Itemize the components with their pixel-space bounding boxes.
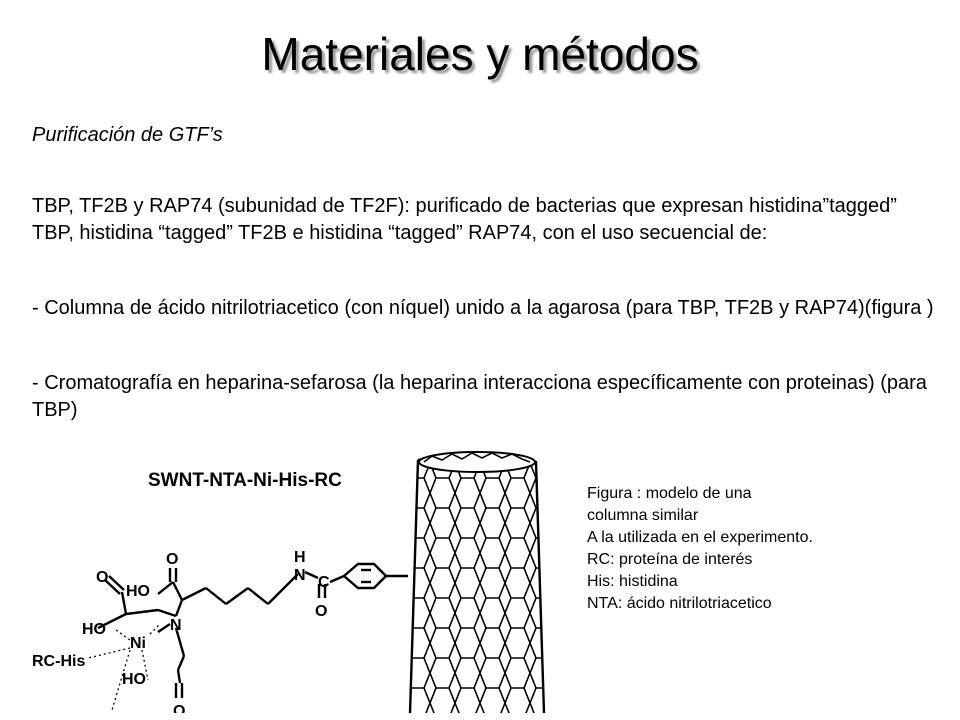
caption-line: RC: proteína de interés <box>587 551 753 568</box>
nanotube-drawing <box>408 448 548 713</box>
bullet-item-heparin: - Cromatografía en heparina-sefarosa (la heparina interacciona específicamente con proteinas) (para TBP) <box>32 372 927 421</box>
caption-line: NTA: ácido nitrilotriacetico <box>587 595 772 612</box>
caption-line: His: histidina <box>587 573 678 590</box>
figure-caption <box>587 483 947 615</box>
atom-o-top: O <box>166 551 179 568</box>
caption-line: columna similar <box>587 507 699 524</box>
figure-title-text: SWNT-NTA-Ni-His-RC <box>148 470 342 491</box>
atom-ho-mid: HO <box>82 621 106 638</box>
bullet-item-nta-column: - Columna de ácido nitrilotriacetico (con níquel) unido a la agarosa (para TBP, TF2B y RAP74)(figura ) <box>32 297 934 319</box>
intro-paragraph: TBP, TF2B y RAP74 (subunidad de TF2F): purificado de bacterias que expresan histidina”tagged” TBP, histidina “tagged” TF2B e histidina “tagged” RAP74, con el uso secuencial de: <box>32 195 897 244</box>
structure-drawing <box>30 448 550 713</box>
section-subtitle: Purificación de GTF’s <box>32 124 223 146</box>
atom-n-amide: N <box>294 567 306 584</box>
slide-title: Materiales y métodos <box>261 28 699 80</box>
caption-line: A la utilizada en el experimento. <box>587 529 813 546</box>
chemical-structure-figure <box>30 448 550 713</box>
caption-line: Figura : modelo de una <box>587 485 752 502</box>
atom-o-left: O <box>96 569 109 586</box>
label-rc-his: RC-His <box>32 653 86 670</box>
atom-h: H <box>294 549 306 566</box>
atom-o-carbonyl: O <box>315 603 328 620</box>
atom-ho-bottom: HO <box>122 671 146 688</box>
atom-ni: Ni <box>130 635 146 652</box>
figure-title <box>148 470 342 491</box>
atom-c: C <box>318 574 330 591</box>
atom-n-amine: N <box>170 617 182 634</box>
atom-ho-top: HO <box>126 583 150 600</box>
atom-o-bottom: O <box>173 703 186 713</box>
